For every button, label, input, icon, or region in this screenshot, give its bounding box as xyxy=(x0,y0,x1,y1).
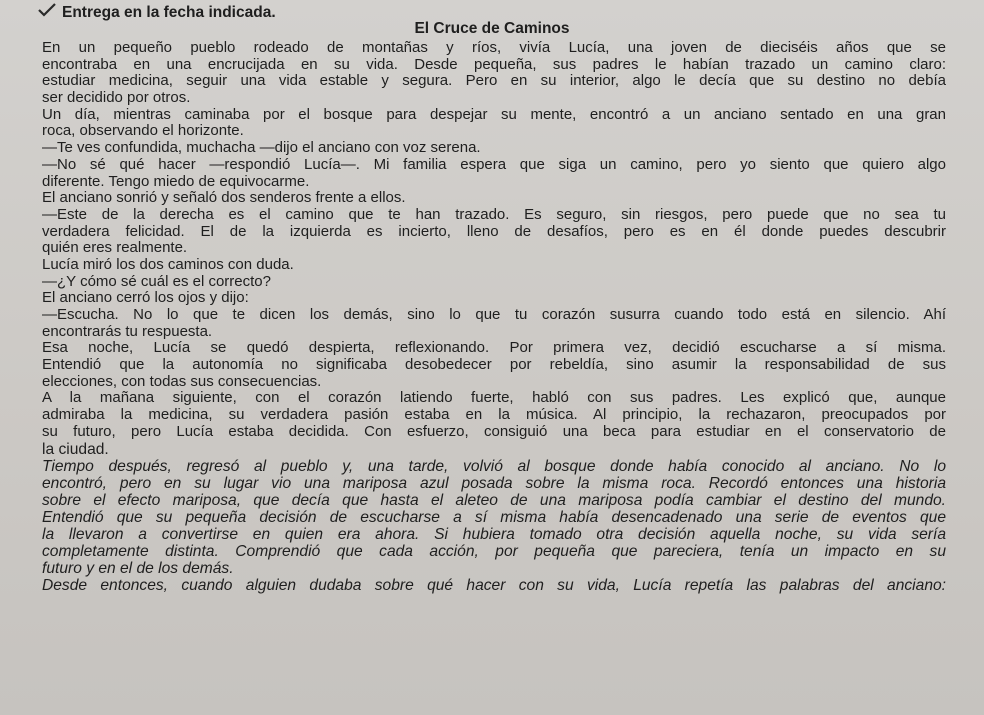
text-line: encontrarás tu respuesta. xyxy=(42,323,213,340)
text-line: Desde entonces, cuando alguien dudaba sobre qué hacer con su vida, Lucía repetía las palabras del anciano: xyxy=(42,576,946,594)
text-line: —Escucha. No lo que te dicen los demás, sino lo que tu corazón susurra cuando todo está en silencio. Ahí xyxy=(42,307,946,323)
text-line: El anciano sonrió y señaló dos senderos frente a ellos. xyxy=(42,190,406,207)
story-body xyxy=(42,40,946,594)
text-line: En un pequeño pueblo rodeado de montañas y ríos, vivía Lucía, una joven de dieciséis años que se xyxy=(42,40,946,56)
text-line: —Este de la derecha es el camino que te han trazado. Es seguro, sin riesgos, pero puede que no sea tu xyxy=(42,206,946,223)
text-line: completamente distinta. Comprendió que cada acción, por pequeña que pareciera, tenía un impacto en su xyxy=(42,542,946,560)
text-line: estudiar medicina, seguir una vida estable y segura. Pero en su interior, algo le decía que su destino no debía xyxy=(42,73,946,90)
text-line: admiraba la medicina, su verdadera pasión estaba en la música. Al principio, la rechazaron, preocupados por xyxy=(42,407,946,424)
text-line: Entendió que la autonomía no significaba desobedecer por rebeldía, sino asumir la responsabilidad de sus xyxy=(42,357,946,374)
text-line: Entendió que su pequeña decisión de escucharse a sí misma había desencadenado una serie de eventos que xyxy=(42,508,946,526)
text-line: su futuro, pero Lucía estaba decidida. Con esfuerzo, consiguió una beca para estudiar en el conservatorio de xyxy=(42,423,946,440)
text-line: Un día, mientras caminaba por el bosque para despejar su mente, encontró a un anciano sentado en una gran xyxy=(42,106,946,123)
text-line: Lucía miró los dos caminos con duda. xyxy=(42,256,294,273)
story-title: El Cruce de Caminos xyxy=(414,20,570,37)
text-line: Tiempo después, regresó al pueblo y, una tarde, volvió al bosque donde había conocido al anciano. No lo xyxy=(42,457,946,475)
text-line: diferente. Tengo miedo de equivocarme. xyxy=(42,173,310,190)
text-line: encontraba en una encrucijada en su vida. Desde pequeña, sus padres le habían trazado un camino claro: xyxy=(42,56,946,73)
text-line: A la mañana siguiente, con el corazón latiendo fuerte, habló con sus padres. Les explicó que, aunque xyxy=(42,390,946,407)
text-line: —¿Y cómo sé cuál es el correcto? xyxy=(42,273,271,290)
text-line: verdadera felicidad. El de la izquierda es incierto, lleno de desafíos, pero es en él donde puedes descubrir xyxy=(42,223,946,240)
text-line: roca, observando el horizonte. xyxy=(42,123,244,140)
delivery-note-text: Entrega en la fecha indicada. xyxy=(62,4,276,21)
text-line: sobre el efecto mariposa, que decía que hasta el aleteo de una mariposa podía cambiar el destino del mundo. xyxy=(42,491,946,509)
text-line: la llevaron a convertirse en quien era ahora. Si hubiera tomado otra decisión aquella noche, su vida sería xyxy=(42,525,946,543)
text-line: futuro y en el de los demás. xyxy=(42,559,234,577)
text-line: quién eres realmente. xyxy=(42,240,188,257)
text-line: ser decidido por otros. xyxy=(42,90,191,107)
text-line: —Te ves confundida, muchacha —dijo el anciano con voz serena. xyxy=(42,140,481,157)
text-line: El anciano cerró los ojos y dijo: xyxy=(42,290,249,307)
text-line: elecciones, con todas sus consecuencias. xyxy=(42,373,322,390)
text-line: encontró, pero en su lugar vio una mariposa azul posada sobre la misma roca. Recordó entonces una historia xyxy=(42,474,946,492)
text-line: la ciudad. xyxy=(42,440,109,458)
text-line: Esa noche, Lucía se quedó despierta, reflexionando. Por primera vez, decidió escucharse a sí misma. xyxy=(42,340,946,357)
text-line: —No sé qué hacer —respondió Lucía—. Mi familia espera que siga un camino, pero yo siento que quiero algo xyxy=(42,156,946,173)
